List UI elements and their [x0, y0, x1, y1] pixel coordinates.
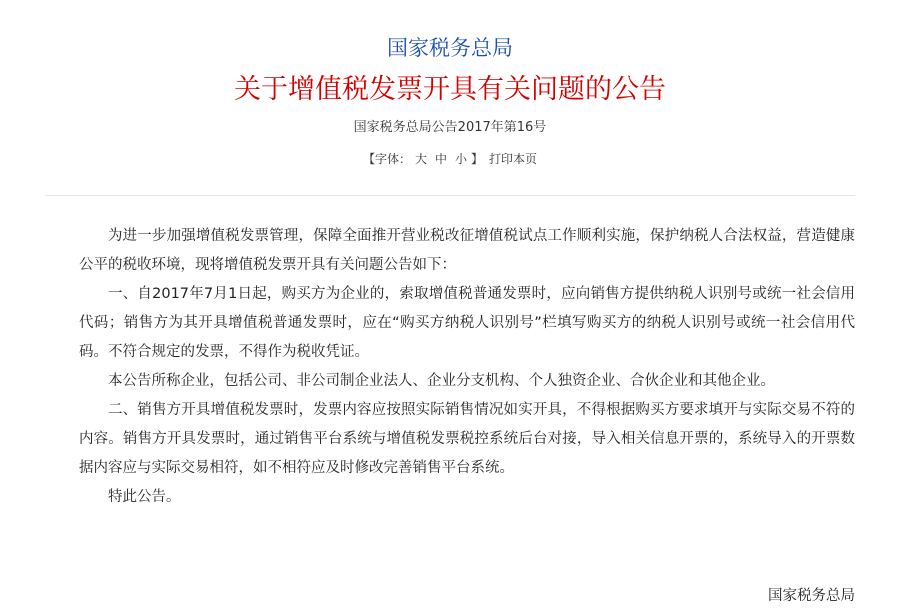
page-title: 关于增值税发票开具有关问题的公告 — [234, 74, 666, 105]
header-divider — [45, 195, 855, 196]
font-size-medium-link[interactable]: 中 — [434, 152, 447, 166]
agency-name: 国家税务总局 — [387, 36, 513, 60]
paragraph-item-one: 一、自2017年7月1日起，购买方为企业的，索取增值税普通发票时，应向销售方提供纳税人识别号或统一社会信用代码；销售方为其开具增值税普通发票时，应在“购买方纳税人识别号”栏填写购买方的纳税人识别号或统一社会信用代码。不符合规定的发票，不得作为税收凭证。 — [79, 286, 855, 360]
font-size-label: 字体： — [374, 152, 411, 166]
signature: 国家税务总局 — [768, 588, 855, 604]
paragraph-closing: 特此公告。 — [108, 489, 181, 505]
font-size-small-link[interactable]: 小 — [455, 152, 468, 166]
document-number: 国家税务总局公告2017年第16号 — [353, 120, 547, 135]
font-bar-open-bracket: 【 — [362, 152, 375, 166]
font-bar-close-bracket: 】 — [471, 152, 484, 166]
paragraph-intro: 为进一步加强增值税发票管理，保障全面推开营业税改征增值税试点工作顺利实施，保护纳税人合法权益，营造健康公平的税收环境，现将增值税发票开具有关问题公告如下： — [79, 228, 855, 273]
paragraph-item-two: 二、销售方开具增值税发票时，发票内容应按照实际销售情况如实开具，不得根据购买方要求填开与实际交易不符的内容。销售方开具发票时，通过销售平台系统与增值税发票税控系统后台对接，导入相关信息开票的，系统导入的开票数据内容应与实际交易相符，如不相符应及时修改完善销售平台系统。 — [79, 402, 855, 476]
announcement-page — [45, 0, 855, 614]
announcement-body — [79, 222, 855, 512]
font-size-bar — [45, 149, 855, 169]
print-page-link[interactable]: 打印本页 — [489, 152, 538, 166]
font-size-large-link[interactable]: 大 — [414, 152, 427, 166]
paragraph-enterprise-definition: 本公告所称企业，包括公司、非公司制企业法人、企业分支机构、个人独资企业、合伙企业和其他企业。 — [108, 373, 775, 389]
